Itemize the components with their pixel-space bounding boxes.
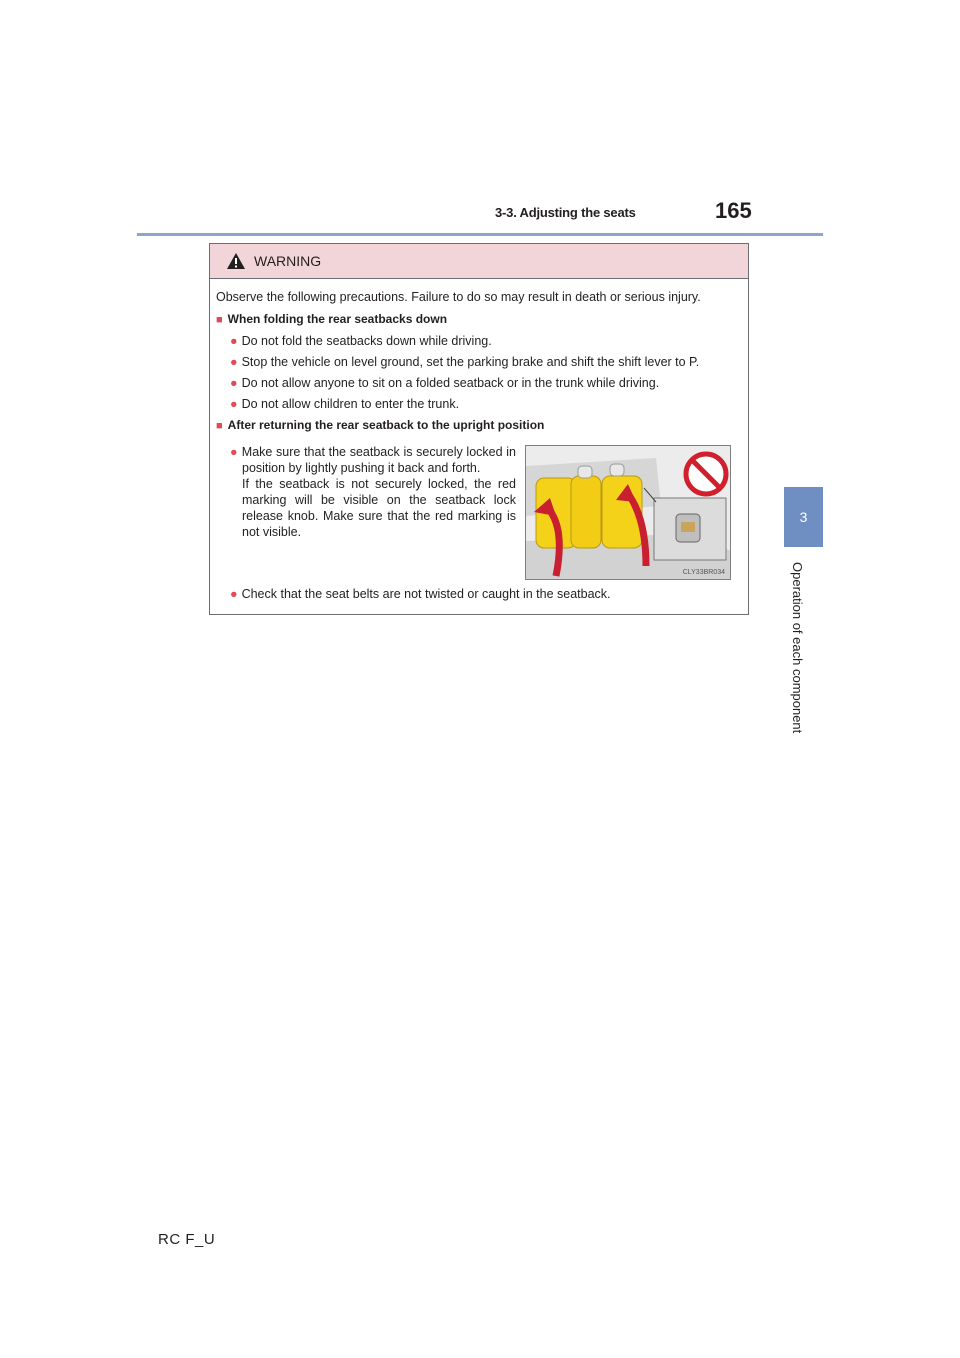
chapter-number: 3 (799, 509, 808, 525)
header-divider (137, 233, 823, 236)
circle-bullet-icon: ● (230, 355, 238, 369)
list-item-text: Do not allow children to enter the trunk. (241, 397, 460, 411)
list-item (230, 334, 492, 348)
warning-box (209, 243, 749, 615)
list-item-text: Stop the vehicle on level ground, set the parking brake and shift the shift lever to P. (241, 355, 700, 369)
list-item (230, 587, 611, 601)
list-item-text: Do not allow anyone to sit on a folded seatback or in the trunk while driving. (241, 376, 660, 390)
warning-triangle-icon (226, 252, 246, 270)
upright-instruction (230, 444, 516, 540)
chapter-tab (784, 487, 823, 547)
circle-bullet-icon: ● (230, 587, 238, 601)
list-item (230, 397, 459, 411)
instruction-line: Make sure that the seatback is securely locked in position by lightly pushing it back and forth. (241, 445, 516, 475)
list-item (230, 376, 659, 390)
instruction-text (230, 444, 516, 476)
warning-title: WARNING (254, 253, 322, 269)
circle-bullet-icon: ● (230, 397, 238, 411)
page-number: 165 (715, 198, 752, 223)
section-heading-text: After returning the rear seatback to the upright position (227, 418, 545, 432)
circle-bullet-icon: ● (230, 334, 238, 348)
list-item (230, 355, 699, 369)
model-code: RC F_U (158, 1231, 216, 1248)
square-bullet-icon: ■ (216, 420, 223, 432)
circle-bullet-icon: ● (230, 376, 238, 390)
chapter-title: Operation of each component (790, 562, 805, 734)
warning-header (210, 244, 748, 279)
section-heading-text: When folding the rear seatbacks down (227, 312, 448, 326)
warning-intro: Observe the following precautions. Failure to do so may result in death or serious injury. (216, 290, 701, 304)
section-title: 3-3. Adjusting the seats (495, 205, 636, 220)
section-heading-upright (216, 418, 544, 432)
seatback-illustration (525, 445, 731, 580)
section-heading-folding (216, 312, 447, 326)
rear-seat-image (526, 446, 731, 580)
figure-code: CLY33BR034 (682, 569, 725, 576)
instruction-line: If the seatback is not securely locked, the red marking will be visible on the seatback lock release knob. Make sure that the red marking is not visible. (242, 477, 516, 539)
list-item-text: Check that the seat belts are not twisted or caught in the seatback. (241, 587, 611, 601)
circle-bullet-icon: ● (230, 445, 238, 459)
list-item-text: Do not fold the seatbacks down while driving. (241, 334, 492, 348)
square-bullet-icon: ■ (216, 314, 223, 326)
